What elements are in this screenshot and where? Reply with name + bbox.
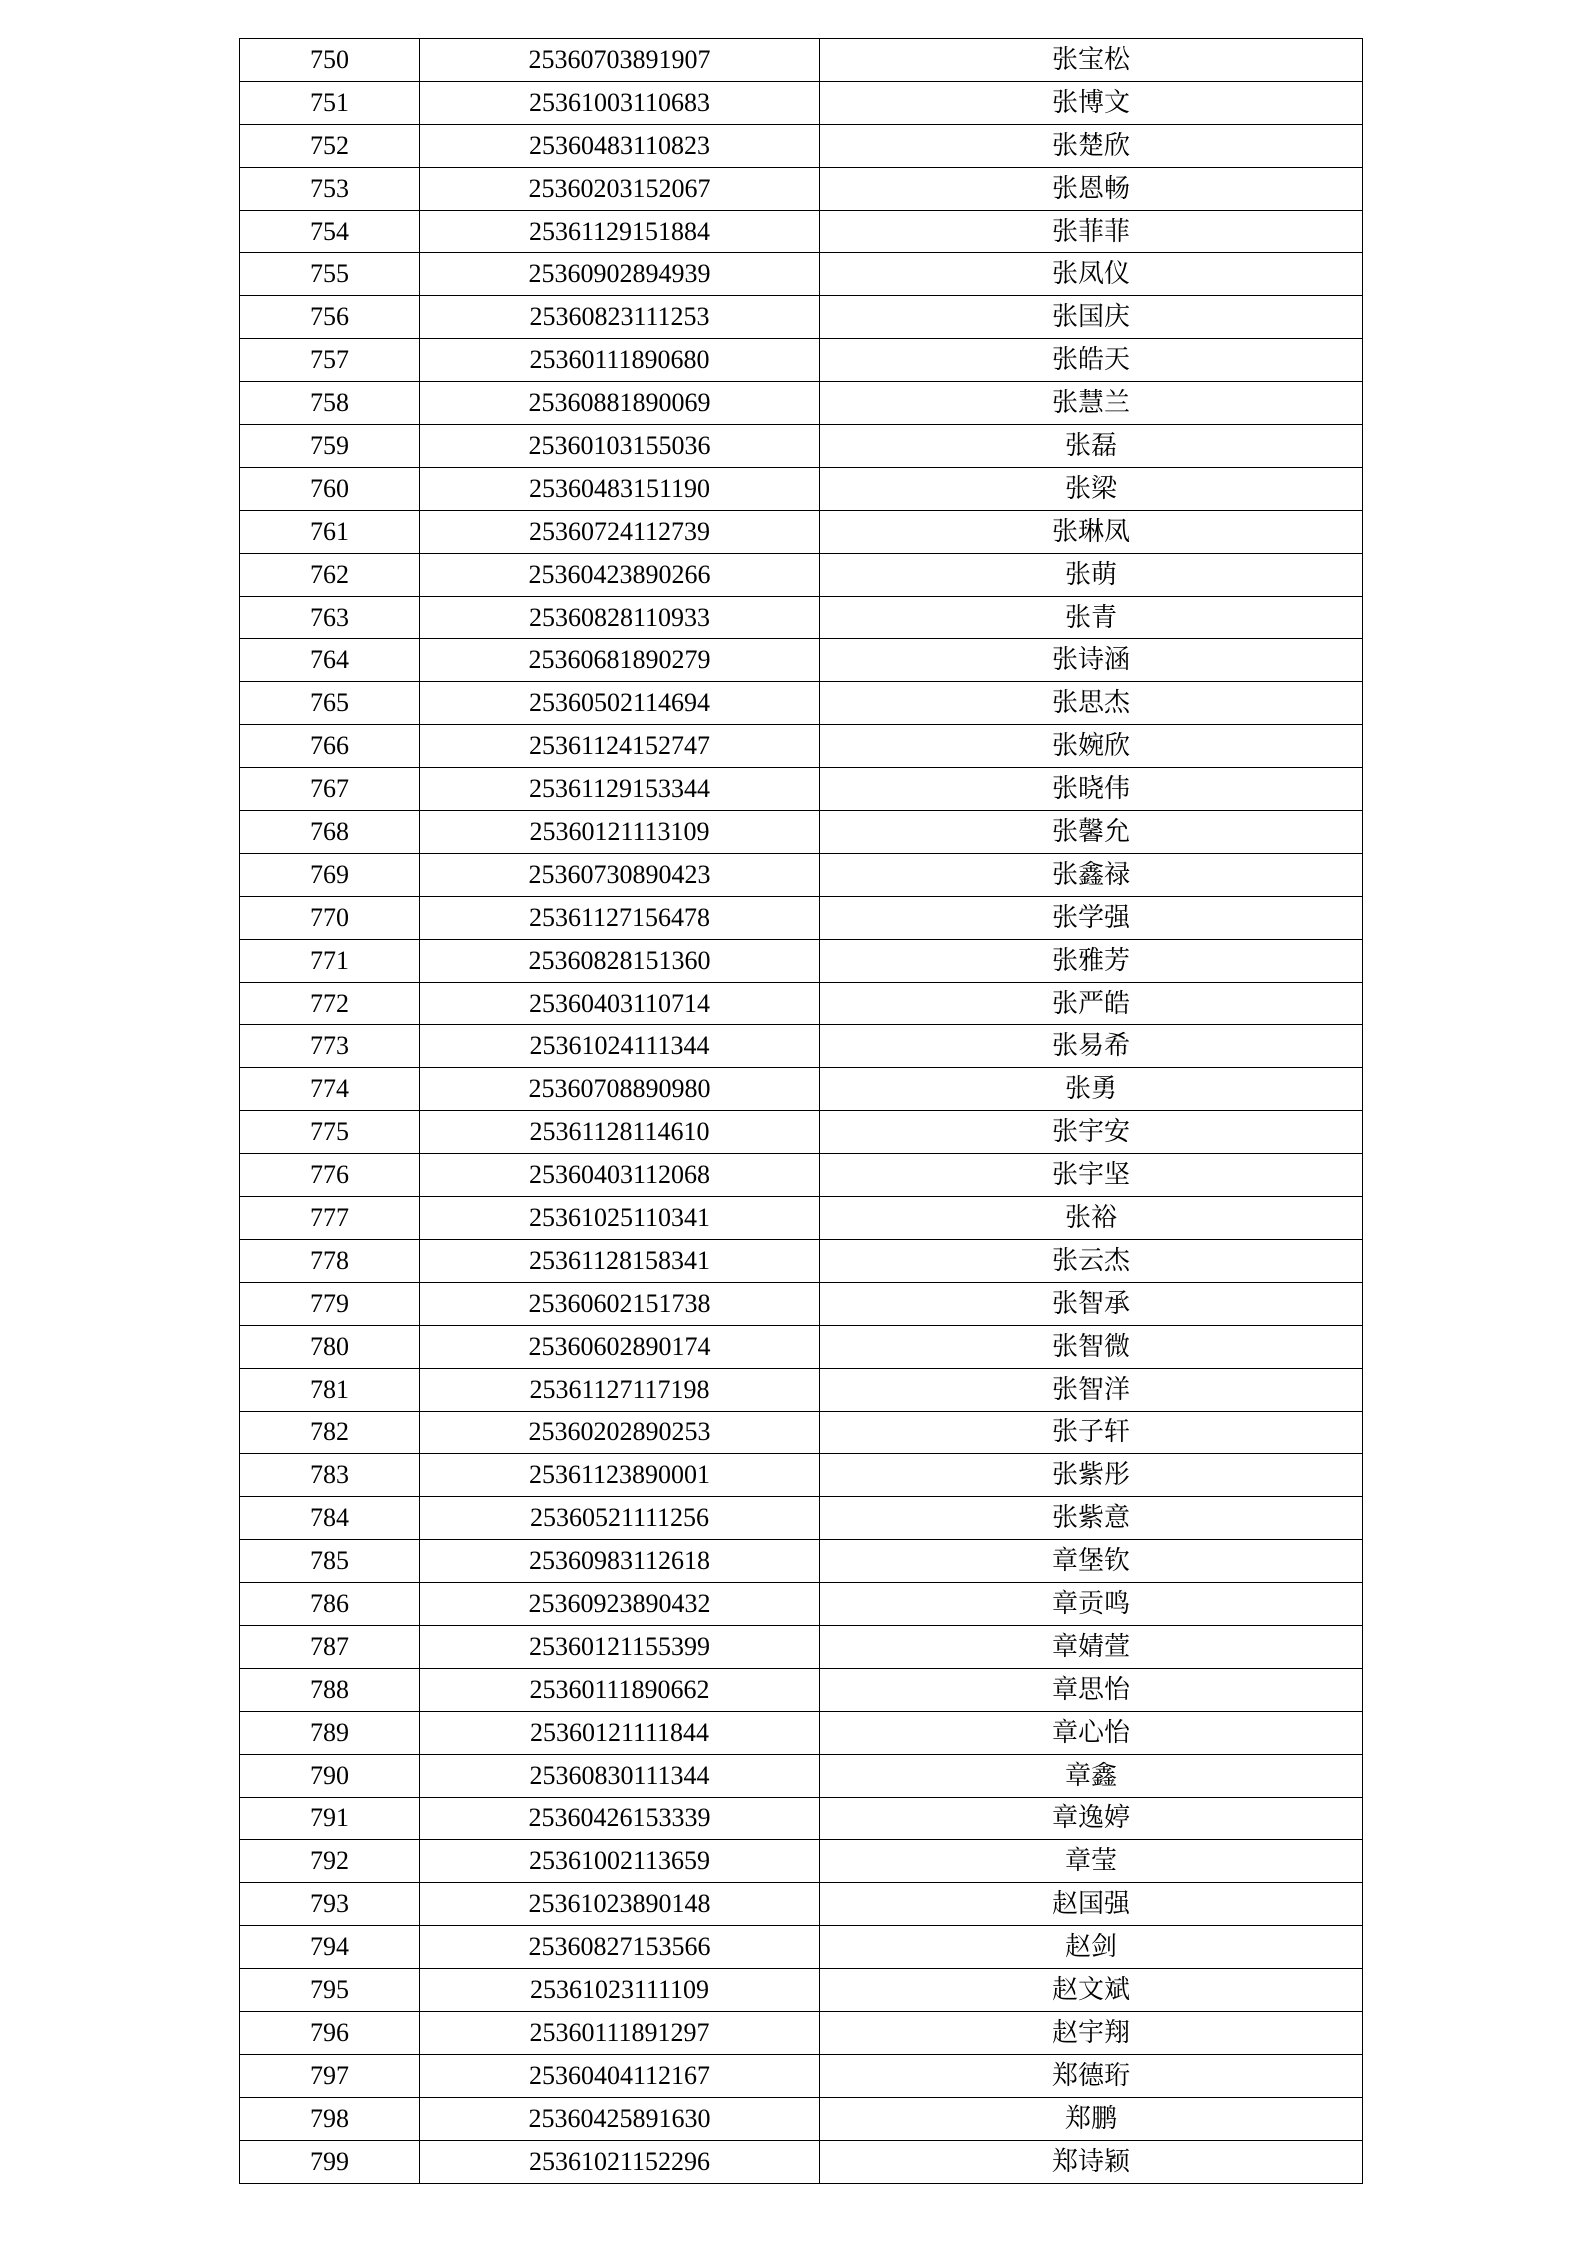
candidate-id-cell: 25361002113659 (420, 1840, 820, 1883)
candidate-name-cell: 张智承 (820, 1282, 1363, 1325)
table-row (240, 253, 1363, 296)
candidate-id-cell: 25360521111256 (420, 1497, 820, 1540)
candidate-id-cell: 25360902894939 (420, 253, 820, 296)
row-number-cell: 758 (240, 382, 420, 425)
candidate-name-cell: 张严皓 (820, 982, 1363, 1025)
candidate-name-cell: 郑鹏 (820, 2097, 1363, 2140)
row-number-cell: 751 (240, 81, 420, 124)
candidate-name-cell: 张鑫禄 (820, 853, 1363, 896)
table-row (240, 596, 1363, 639)
table-row (240, 1454, 1363, 1497)
candidate-id-cell: 25360483151190 (420, 467, 820, 510)
row-number-cell: 796 (240, 2011, 420, 2054)
row-number-cell: 755 (240, 253, 420, 296)
candidate-name-cell: 张梁 (820, 467, 1363, 510)
row-number-cell: 794 (240, 1926, 420, 1969)
candidate-name-cell: 张磊 (820, 425, 1363, 468)
candidate-name-cell: 张宇坚 (820, 1154, 1363, 1197)
row-number-cell: 790 (240, 1754, 420, 1797)
candidate-name-cell: 章逸婷 (820, 1797, 1363, 1840)
row-number-cell: 773 (240, 1025, 420, 1068)
row-number-cell: 759 (240, 425, 420, 468)
table-row (240, 167, 1363, 210)
table-row (240, 339, 1363, 382)
candidate-id-cell: 25360828151360 (420, 939, 820, 982)
candidate-id-cell: 25360983112618 (420, 1540, 820, 1583)
table-row (240, 382, 1363, 425)
candidate-id-cell: 25360502114694 (420, 682, 820, 725)
candidate-id-cell: 25360404112167 (420, 2054, 820, 2097)
candidate-name-cell: 张博文 (820, 81, 1363, 124)
table-row (240, 1797, 1363, 1840)
table-row (240, 725, 1363, 768)
candidate-name-cell: 张学强 (820, 896, 1363, 939)
table-row (240, 2097, 1363, 2140)
row-number-cell: 778 (240, 1239, 420, 1282)
row-number-cell: 770 (240, 896, 420, 939)
table-row (240, 2054, 1363, 2097)
row-number-cell: 789 (240, 1711, 420, 1754)
candidate-name-cell: 张宇安 (820, 1111, 1363, 1154)
candidate-id-cell: 25360724112739 (420, 510, 820, 553)
candidate-name-cell: 张慧兰 (820, 382, 1363, 425)
candidate-id-cell: 25360103155036 (420, 425, 820, 468)
candidate-name-cell: 张云杰 (820, 1239, 1363, 1282)
candidate-name-cell: 张楚欣 (820, 124, 1363, 167)
table-row (240, 81, 1363, 124)
table-row (240, 1411, 1363, 1454)
candidate-name-cell: 张琳凤 (820, 510, 1363, 553)
candidate-id-cell: 25361023890148 (420, 1883, 820, 1926)
candidate-id-cell: 25360830111344 (420, 1754, 820, 1797)
candidate-id-cell: 25361128114610 (420, 1111, 820, 1154)
table-row (240, 1025, 1363, 1068)
candidate-id-cell: 25361127156478 (420, 896, 820, 939)
candidate-name-cell: 张紫意 (820, 1497, 1363, 1540)
candidate-id-cell: 25360423890266 (420, 553, 820, 596)
table-row (240, 1540, 1363, 1583)
candidate-name-cell: 张紫彤 (820, 1454, 1363, 1497)
row-number-cell: 774 (240, 1068, 420, 1111)
candidate-id-cell: 25360202890253 (420, 1411, 820, 1454)
table-row (240, 639, 1363, 682)
candidate-name-cell: 章婧萱 (820, 1625, 1363, 1668)
candidate-name-cell: 张馨允 (820, 811, 1363, 854)
table-row (240, 1325, 1363, 1368)
candidate-name-cell: 张皓天 (820, 339, 1363, 382)
table-row (240, 553, 1363, 596)
candidate-id-cell: 25360121113109 (420, 811, 820, 854)
row-number-cell: 784 (240, 1497, 420, 1540)
row-number-cell: 769 (240, 853, 420, 896)
row-number-cell: 752 (240, 124, 420, 167)
row-number-cell: 782 (240, 1411, 420, 1454)
row-number-cell: 775 (240, 1111, 420, 1154)
table-row (240, 982, 1363, 1025)
table-row (240, 768, 1363, 811)
candidate-id-cell: 25360881890069 (420, 382, 820, 425)
candidate-name-cell: 张雅芳 (820, 939, 1363, 982)
table-row (240, 39, 1363, 82)
candidate-name-cell: 张青 (820, 596, 1363, 639)
candidate-id-cell: 25361025110341 (420, 1197, 820, 1240)
table-row (240, 1668, 1363, 1711)
candidate-id-cell: 25360111890662 (420, 1668, 820, 1711)
row-number-cell: 787 (240, 1625, 420, 1668)
candidate-name-cell: 章堡钦 (820, 1540, 1363, 1583)
table-row (240, 1754, 1363, 1797)
candidate-id-cell: 25360121155399 (420, 1625, 820, 1668)
candidate-id-cell: 25360203152067 (420, 167, 820, 210)
table-row (240, 467, 1363, 510)
table-row (240, 939, 1363, 982)
row-number-cell: 767 (240, 768, 420, 811)
candidate-id-cell: 25361023111109 (420, 1969, 820, 2012)
table-row (240, 896, 1363, 939)
row-number-cell: 754 (240, 210, 420, 253)
row-number-cell: 757 (240, 339, 420, 382)
candidate-name-cell: 张子轩 (820, 1411, 1363, 1454)
candidate-name-cell: 张裕 (820, 1197, 1363, 1240)
candidate-id-cell: 25360828110933 (420, 596, 820, 639)
table-row (240, 1926, 1363, 1969)
row-number-cell: 772 (240, 982, 420, 1025)
table-row (240, 682, 1363, 725)
candidate-name-cell: 郑诗颖 (820, 2140, 1363, 2183)
row-number-cell: 753 (240, 167, 420, 210)
candidate-id-cell: 25361127117198 (420, 1368, 820, 1411)
row-number-cell: 783 (240, 1454, 420, 1497)
candidate-name-cell: 张宝松 (820, 39, 1363, 82)
candidate-id-cell: 25360827153566 (420, 1926, 820, 1969)
candidate-id-cell: 25360426153339 (420, 1797, 820, 1840)
candidate-id-cell: 25360681890279 (420, 639, 820, 682)
candidate-name-cell: 赵国强 (820, 1883, 1363, 1926)
candidate-name-cell: 张菲菲 (820, 210, 1363, 253)
row-number-cell: 776 (240, 1154, 420, 1197)
table-row (240, 1883, 1363, 1926)
row-number-cell: 765 (240, 682, 420, 725)
row-number-cell: 764 (240, 639, 420, 682)
candidate-name-cell: 章贡鸣 (820, 1583, 1363, 1626)
candidate-id-cell: 25360403110714 (420, 982, 820, 1025)
candidate-name-cell: 赵宇翔 (820, 2011, 1363, 2054)
candidate-name-cell: 张智洋 (820, 1368, 1363, 1411)
row-number-cell: 795 (240, 1969, 420, 2012)
candidate-name-cell: 赵剑 (820, 1926, 1363, 1969)
table-row (240, 1111, 1363, 1154)
row-number-cell: 750 (240, 39, 420, 82)
row-number-cell: 780 (240, 1325, 420, 1368)
table-row (240, 1197, 1363, 1240)
candidate-id-cell: 25360823111253 (420, 296, 820, 339)
table-row (240, 1583, 1363, 1626)
candidate-id-cell: 25360111891297 (420, 2011, 820, 2054)
row-number-cell: 777 (240, 1197, 420, 1240)
candidate-name-cell: 张思杰 (820, 682, 1363, 725)
table-row (240, 2140, 1363, 2183)
table-row (240, 296, 1363, 339)
candidate-name-cell: 张晓伟 (820, 768, 1363, 811)
table-row (240, 1497, 1363, 1540)
roster-table-body (240, 39, 1363, 2184)
row-number-cell: 792 (240, 1840, 420, 1883)
table-row (240, 2011, 1363, 2054)
table-row (240, 853, 1363, 896)
row-number-cell: 768 (240, 811, 420, 854)
table-row (240, 124, 1363, 167)
roster-table (239, 38, 1363, 2184)
candidate-id-cell: 25360121111844 (420, 1711, 820, 1754)
candidate-id-cell: 25360111890680 (420, 339, 820, 382)
row-number-cell: 799 (240, 2140, 420, 2183)
row-number-cell: 793 (240, 1883, 420, 1926)
table-row (240, 425, 1363, 468)
row-number-cell: 762 (240, 553, 420, 596)
row-number-cell: 781 (240, 1368, 420, 1411)
candidate-id-cell: 25361021152296 (420, 2140, 820, 2183)
row-number-cell: 786 (240, 1583, 420, 1626)
row-number-cell: 788 (240, 1668, 420, 1711)
table-row (240, 1154, 1363, 1197)
row-number-cell: 797 (240, 2054, 420, 2097)
row-number-cell: 763 (240, 596, 420, 639)
candidate-name-cell: 章鑫 (820, 1754, 1363, 1797)
candidate-id-cell: 25360403112068 (420, 1154, 820, 1197)
candidate-id-cell: 25360602151738 (420, 1282, 820, 1325)
candidate-id-cell: 25360708890980 (420, 1068, 820, 1111)
candidate-id-cell: 25361123890001 (420, 1454, 820, 1497)
table-row (240, 510, 1363, 553)
candidate-name-cell: 张诗涵 (820, 639, 1363, 682)
candidate-id-cell: 25361129151884 (420, 210, 820, 253)
candidate-id-cell: 25360923890432 (420, 1583, 820, 1626)
candidate-id-cell: 25360703891907 (420, 39, 820, 82)
candidate-name-cell: 张恩畅 (820, 167, 1363, 210)
row-number-cell: 779 (240, 1282, 420, 1325)
candidate-name-cell: 张凤仪 (820, 253, 1363, 296)
table-row (240, 1239, 1363, 1282)
candidate-name-cell: 张易希 (820, 1025, 1363, 1068)
row-number-cell: 791 (240, 1797, 420, 1840)
candidate-name-cell: 张国庆 (820, 296, 1363, 339)
candidate-name-cell: 章思怡 (820, 1668, 1363, 1711)
row-number-cell: 761 (240, 510, 420, 553)
table-row (240, 811, 1363, 854)
candidate-name-cell: 张智微 (820, 1325, 1363, 1368)
row-number-cell: 771 (240, 939, 420, 982)
table-row (240, 1625, 1363, 1668)
candidate-name-cell: 章心怡 (820, 1711, 1363, 1754)
table-row (240, 1711, 1363, 1754)
candidate-id-cell: 25360730890423 (420, 853, 820, 896)
candidate-id-cell: 25361003110683 (420, 81, 820, 124)
table-row (240, 1282, 1363, 1325)
candidate-name-cell: 张勇 (820, 1068, 1363, 1111)
candidate-id-cell: 25360425891630 (420, 2097, 820, 2140)
candidate-name-cell: 赵文斌 (820, 1969, 1363, 2012)
candidate-id-cell: 25361024111344 (420, 1025, 820, 1068)
candidate-id-cell: 25360602890174 (420, 1325, 820, 1368)
row-number-cell: 785 (240, 1540, 420, 1583)
candidate-id-cell: 25361124152747 (420, 725, 820, 768)
candidate-name-cell: 张婉欣 (820, 725, 1363, 768)
row-number-cell: 766 (240, 725, 420, 768)
row-number-cell: 760 (240, 467, 420, 510)
candidate-name-cell: 张萌 (820, 553, 1363, 596)
candidate-name-cell: 章莹 (820, 1840, 1363, 1883)
table-row (240, 1840, 1363, 1883)
table-row (240, 1368, 1363, 1411)
candidate-id-cell: 25361129153344 (420, 768, 820, 811)
row-number-cell: 756 (240, 296, 420, 339)
table-row (240, 1068, 1363, 1111)
candidate-id-cell: 25360483110823 (420, 124, 820, 167)
candidate-id-cell: 25361128158341 (420, 1239, 820, 1282)
candidate-name-cell: 郑德珩 (820, 2054, 1363, 2097)
table-row (240, 210, 1363, 253)
row-number-cell: 798 (240, 2097, 420, 2140)
table-row (240, 1969, 1363, 2012)
